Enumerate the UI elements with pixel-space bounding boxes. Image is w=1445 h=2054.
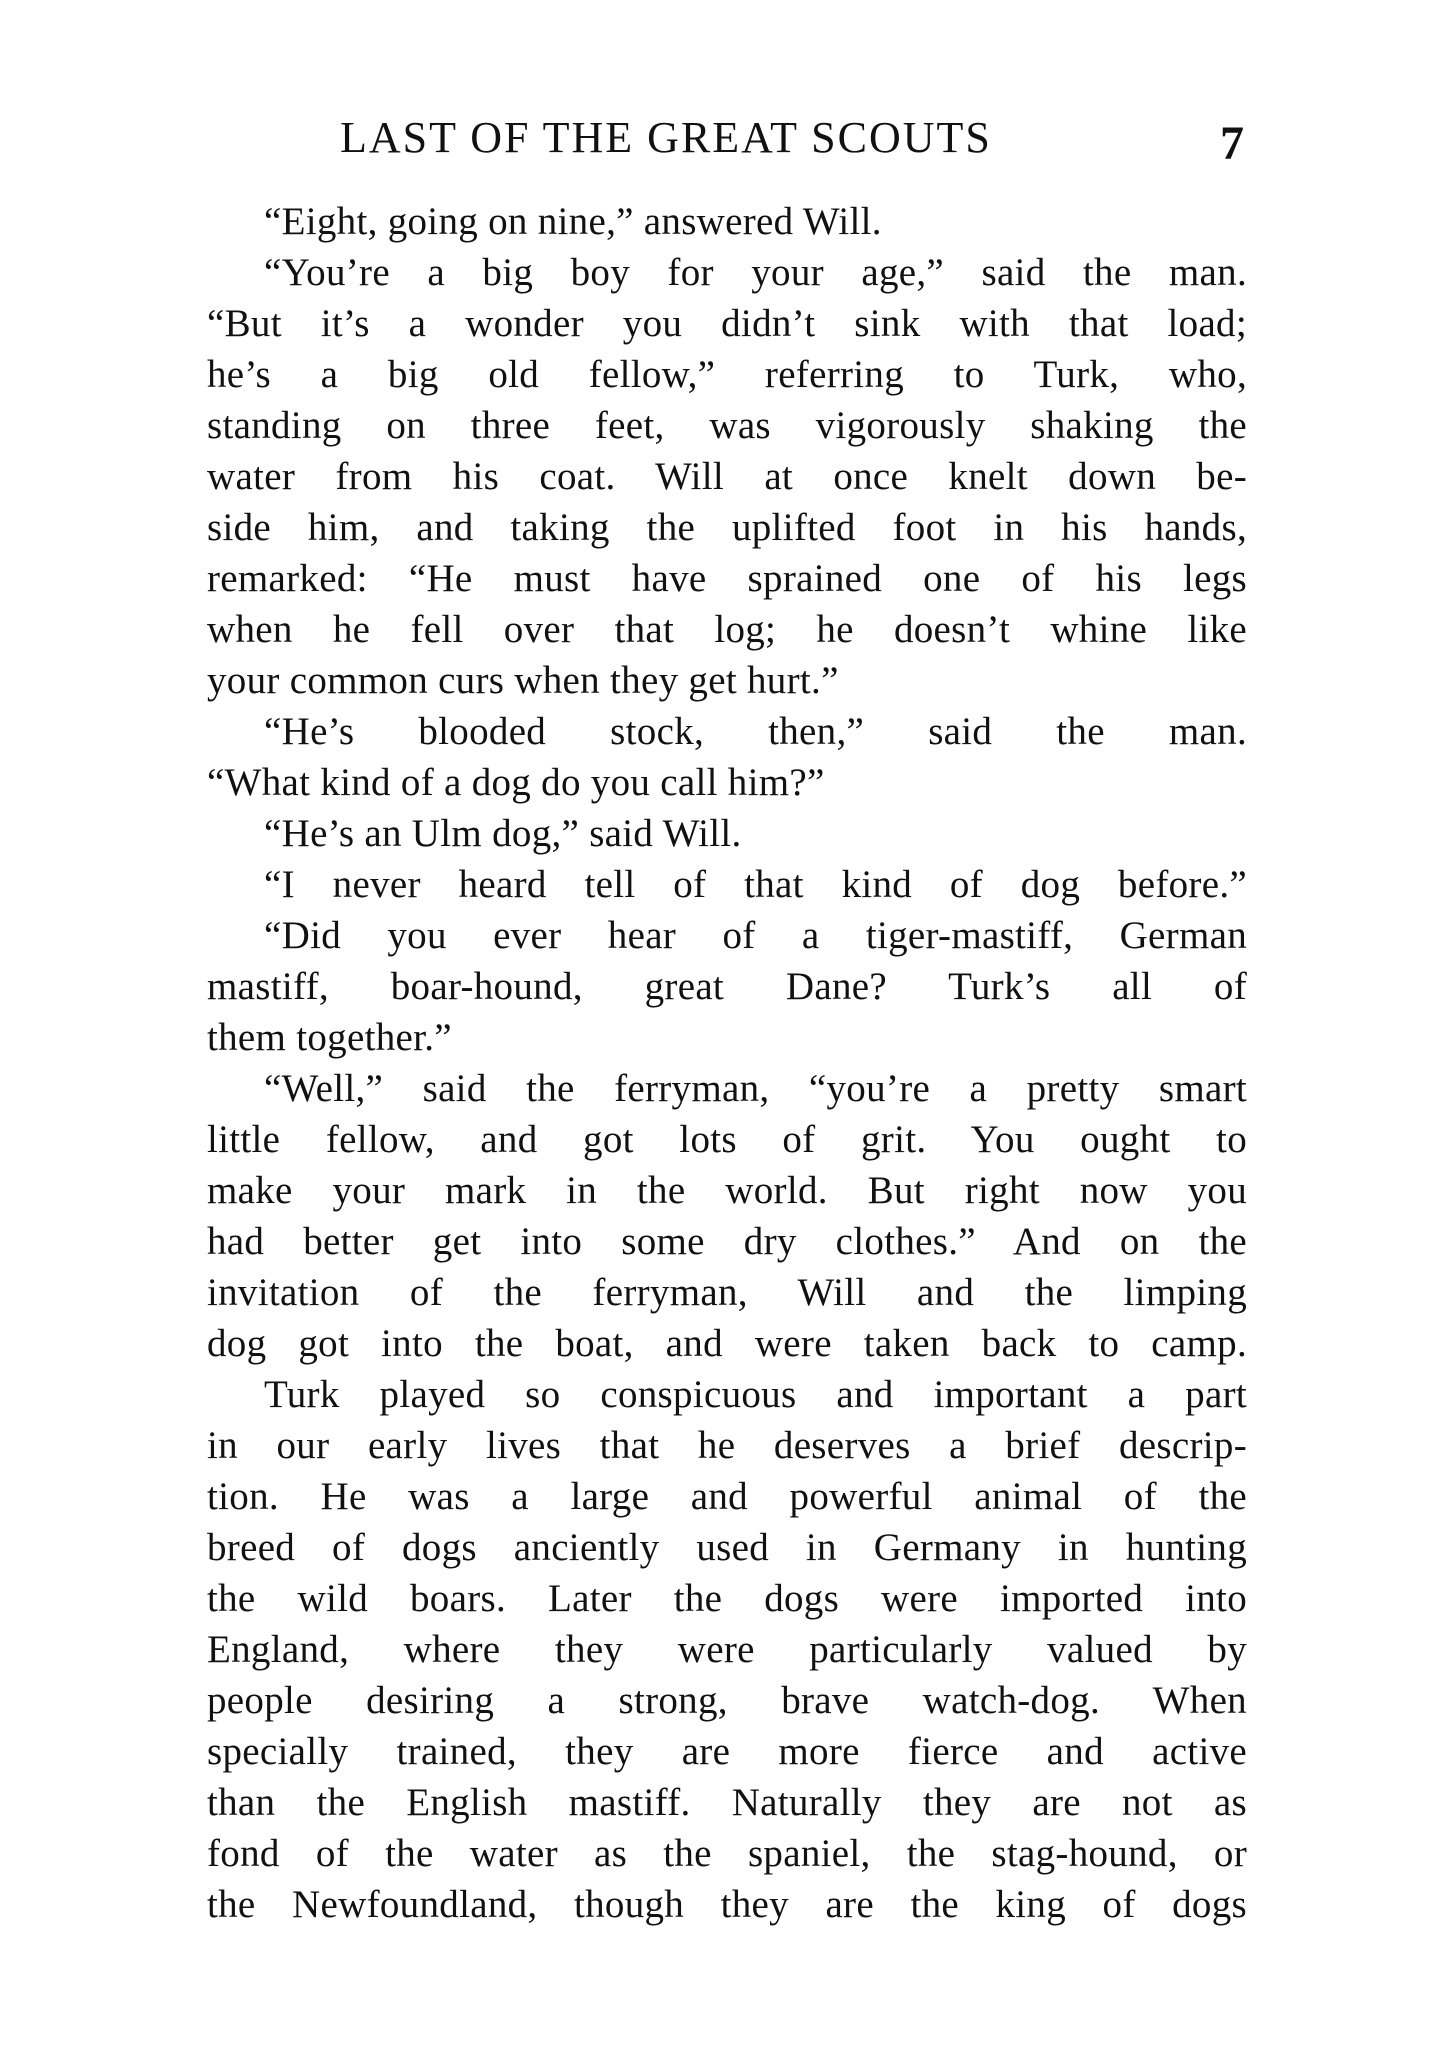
- text-line: “Eight, going on nine,” answered Will.: [264, 200, 882, 243]
- text-line: had better get into some dry clothes.” And on the: [207, 1220, 1247, 1263]
- text-line: “Well,” said the ferryman, “you’re a pretty smart: [264, 1067, 1247, 1110]
- text-line: “But it’s a wonder you didn’t sink with that load;: [207, 302, 1247, 345]
- text-line: he’s a big old fellow,” referring to Turk, who,: [207, 353, 1247, 396]
- text-line: “What kind of a dog do you call him?”: [207, 761, 825, 804]
- text-line: when he fell over that log; he doesn’t whine like: [207, 608, 1247, 651]
- text-line: make your mark in the world. But right now you: [207, 1169, 1247, 1212]
- text-line: “Did you ever hear of a tiger-mastiff, German: [264, 914, 1247, 957]
- text-line: in our early lives that he deserves a brief descrip-: [207, 1424, 1247, 1467]
- text-line: your common curs when they get hurt.”: [207, 659, 839, 702]
- text-line: mastiff, boar-hound, great Dane? Turk’s all of: [207, 965, 1247, 1008]
- text-line: “I never heard tell of that kind of dog before.”: [264, 863, 1247, 906]
- running-title: LAST OF THE GREAT SCOUTS: [340, 113, 992, 162]
- text-line: fond of the water as the spaniel, the stag-hound, or: [207, 1832, 1247, 1875]
- text-line: “He’s an Ulm dog,” said Will.: [264, 812, 742, 855]
- page-number: 7: [1220, 117, 1244, 170]
- text-line: people desiring a strong, brave watch-dog. When: [207, 1679, 1247, 1722]
- text-line: “You’re a big boy for your age,” said the man.: [264, 251, 1247, 294]
- text-line: side him, and taking the uplifted foot in his hands,: [207, 506, 1247, 549]
- text-line: England, where they were particularly valued by: [207, 1628, 1247, 1671]
- text-line: water from his coat. Will at once knelt down be-: [207, 455, 1247, 498]
- text-line: dog got into the boat, and were taken back to camp.: [207, 1322, 1247, 1365]
- running-head: [207, 106, 1244, 170]
- text-line: tion. He was a large and powerful animal of the: [207, 1475, 1247, 1518]
- text-line: the Newfoundland, though they are the king of dogs: [207, 1883, 1247, 1926]
- text-line: specially trained, they are more fierce and active: [207, 1730, 1247, 1773]
- text-line: remarked: “He must have sprained one of his legs: [207, 557, 1247, 600]
- text-line: “He’s blooded stock, then,” said the man.: [264, 710, 1247, 753]
- text-line: them together.”: [207, 1016, 452, 1059]
- text-line: than the English mastiff. Naturally they are not as: [207, 1781, 1247, 1824]
- text-line: invitation of the ferryman, Will and the limping: [207, 1271, 1247, 1314]
- text-line: Turk played so conspicuous and important a part: [264, 1373, 1247, 1416]
- text-line: the wild boars. Later the dogs were imported into: [207, 1577, 1247, 1620]
- text-line: breed of dogs anciently used in Germany in hunting: [207, 1526, 1247, 1569]
- text-line: standing on three feet, was vigorously shaking the: [207, 404, 1247, 447]
- body-text: [207, 196, 1247, 1930]
- text-line: little fellow, and got lots of grit. You ought to: [207, 1118, 1247, 1161]
